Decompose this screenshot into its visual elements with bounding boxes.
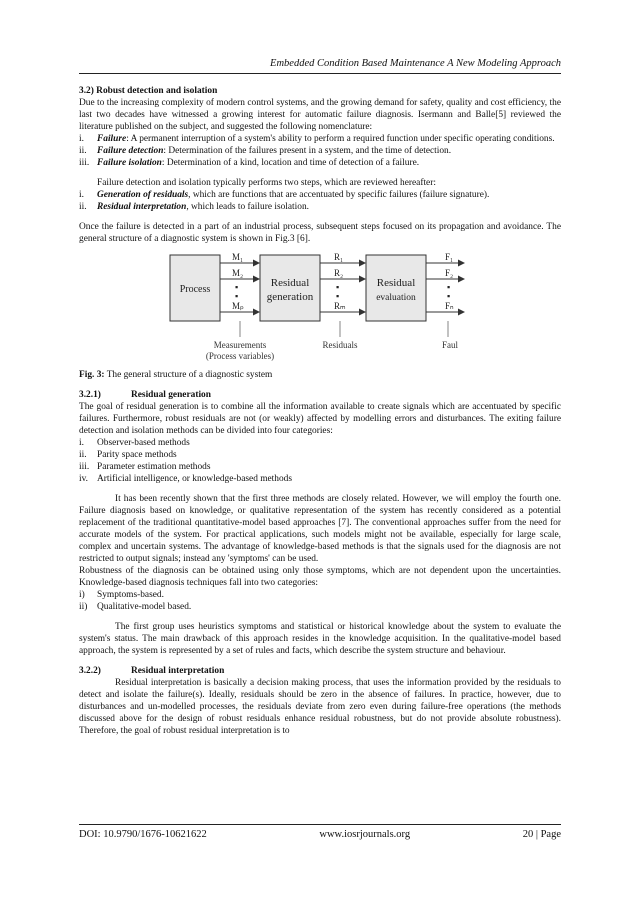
list-number: iv.: [79, 474, 89, 484]
after-steps-paragraph: Once the failure is detected in a part of an industrial process, subsequent steps focused on its propagation and avoidance. The general structure of a diagnostic system is shown in Fig.3 [6].: [79, 222, 561, 244]
list-number: ii.: [79, 146, 87, 156]
list-number: ii): [79, 602, 88, 612]
definition-item: [79, 145, 561, 157]
diagnostic-structure-diagram: [168, 249, 468, 369]
subsection-number: 3.2.1): [79, 390, 101, 400]
residual-evaluation-label-1: Residual: [376, 277, 416, 289]
residual-generation-paragraph-1: The goal of residual generation is to combine all the information available to create signals which are accentuated by specific failures. Furthermore, robust residuals are not (or weakly) affected by modelling errors and disturbances. The exiting failure detection and isolation methods can be divided into four categories:: [79, 402, 561, 436]
caption-label: Fig. 3:: [79, 370, 105, 380]
m2-label: M₂: [232, 268, 244, 278]
category-text: Qualitative-model based.: [97, 602, 192, 612]
rm-label: Rₘ: [334, 301, 346, 311]
list-number: iii.: [79, 462, 90, 472]
method-text: Parameter estimation methods: [97, 462, 211, 472]
measurements-label: Measurements: [213, 340, 267, 350]
footer-doi: DOI: 10.9790/1676-10621622: [79, 829, 207, 840]
residual-generation-paragraph-3: Robustness of the diagnosis can be obtained using only those symptoms, which are not dependent upon the uncertainties. Knowledge-based diagnosis techniques fall into two categories:: [79, 566, 561, 588]
svg-text:▪: ▪: [235, 291, 239, 301]
faul-label: Faul: [441, 340, 459, 350]
svg-text:▪: ▪: [447, 291, 451, 301]
category-item: [79, 601, 561, 613]
residual-generation-paragraph-4: The first group uses heuristics symptoms and statistical or historical knowledge about the system to evaluate the system's status. The main drawback of this approach resides in the knowledge acquisition. In the qualitative-model based approach, the system is represented by a set of rules and facts, which describe the system structure and behaviour.: [79, 622, 561, 656]
caption-text: The general structure of a diagnostic system: [104, 370, 273, 380]
list-number: iii.: [79, 158, 90, 168]
footer-website: www.iosrjournals.org: [319, 829, 411, 840]
residuals-label: Residuals: [322, 340, 358, 350]
method-text: Observer-based methods: [97, 438, 190, 448]
svg-text:▪: ▪: [336, 282, 340, 292]
method-text: Parity space methods: [97, 450, 177, 460]
section-3-2-intro: Due to the increasing complexity of modern control systems, and the growing demand for safety, quality and cost efficiency, the last two decades have witnessed a growing interest for automatic failure diagnosis. Isermann and Balle[5] reviewed the literature published on the subject, and suggested the following nomenclature:: [79, 98, 561, 132]
step-text: , which are functions that are accentuated by specific failures (failure signature).: [188, 190, 490, 200]
list-number: i): [79, 590, 85, 600]
f1-label: F₁: [445, 252, 454, 262]
residual-interpretation-paragraph: Residual interpretation is basically a decision making process, that uses the information provided by the residuals to detect and isolate the failure(s). Ideally, residuals should be zero in the absence of failures. In practice, however, due to disturbances and un-modelled processes, the residuals deviate from zero even during failure-free operations (the methods discussed above for the design of robust residuals enhance residual robustness, but do not provide absolute robustness). Therefore, the goal of robust residual interpretation is to: [79, 678, 561, 736]
method-item: [79, 473, 561, 485]
process-variables-label: (Process variables): [205, 351, 275, 361]
definition-item: [79, 157, 561, 169]
process-label: Process: [179, 284, 211, 295]
header-rule: [79, 73, 561, 74]
svg-text:▪: ▪: [447, 282, 451, 292]
list-number: i.: [79, 190, 84, 200]
step-term: Generation of residuals: [97, 190, 189, 200]
f2-label: F₂: [445, 268, 454, 278]
subsection-title: Residual interpretation: [131, 666, 225, 676]
subsection-heading-3-2-2: [79, 665, 561, 677]
body-content: [79, 85, 561, 737]
method-item: [79, 449, 561, 461]
list-number: ii.: [79, 202, 87, 212]
step-item: [79, 201, 561, 213]
fn-label: Fₙ: [445, 301, 454, 311]
page-footer: [79, 829, 561, 840]
definition-item: [79, 133, 561, 145]
definition-term: Failure isolation: [97, 158, 162, 168]
r2-label: R₂: [334, 268, 344, 278]
step-item: [79, 189, 561, 201]
mp-label: Mₚ: [232, 301, 244, 311]
definition-text: : Determination of a kind, location and time of detection of a failure.: [161, 158, 420, 168]
step-term: Residual interpretation: [97, 202, 187, 212]
method-item: [79, 437, 561, 449]
subsection-number: 3.2.2): [79, 666, 101, 676]
subsection-title: Residual generation: [131, 390, 211, 400]
steps-intro: Failure detection and isolation typically performs two steps, which are reviewed hereafter:: [97, 178, 436, 188]
footer-rule: [79, 824, 561, 825]
category-text: Symptoms-based.: [97, 590, 164, 600]
method-item: [79, 461, 561, 473]
definition-text: : A permanent interruption of a system's ability to perform a required function under specific operating conditions.: [126, 134, 555, 144]
svg-text:▪: ▪: [235, 282, 239, 292]
subsection-heading-3-2-1: [79, 389, 561, 401]
definition-text: : Determination of the failures present in a system, and the time of detection.: [163, 146, 452, 156]
footer-page-number: 20 | Page: [522, 829, 561, 840]
running-header: Embedded Condition Based Maintenance A New Modeling Approach: [270, 58, 561, 69]
definition-term: Failure detection: [97, 146, 164, 156]
residual-generation-label-2: generation: [266, 291, 314, 303]
list-number: i.: [79, 438, 84, 448]
step-text: , which leads to failure isolation.: [186, 202, 309, 212]
list-number: i.: [79, 134, 84, 144]
definition-term: Failure: [97, 134, 127, 144]
r1-label: R₁: [334, 252, 344, 262]
figure-caption: [79, 369, 561, 381]
figure-3-diagram: [168, 249, 468, 369]
m1-label: M₁: [232, 252, 244, 262]
residual-generation-paragraph-2: It has been recently shown that the first three methods are closely related. However, we will employ the fourth one. Failure diagnosis based on knowledge, or qualitative representation of the system has recently considered as a potential replacement of the traditional quantitative-model based approaches [7]. The conventional approaches suffer from the need for accurate models of the system. For practical applications, such models might not be available, especially for large scale, complex and uncertain systems. The advantage of knowledge-based methods is that the signals used for the diagnosis are not restricted to output signals; instead any 'symptoms' can be used.: [79, 494, 561, 564]
method-text: Artificial intelligence, or knowledge-based methods: [97, 474, 292, 484]
list-number: ii.: [79, 450, 87, 460]
residual-evaluation-label-2: evaluation: [376, 293, 416, 303]
section-heading-3-2: 3.2) Robust detection and isolation: [79, 86, 218, 96]
residual-generation-label-1: Residual: [270, 277, 310, 289]
category-item: [79, 589, 561, 601]
svg-text:▪: ▪: [336, 291, 340, 301]
